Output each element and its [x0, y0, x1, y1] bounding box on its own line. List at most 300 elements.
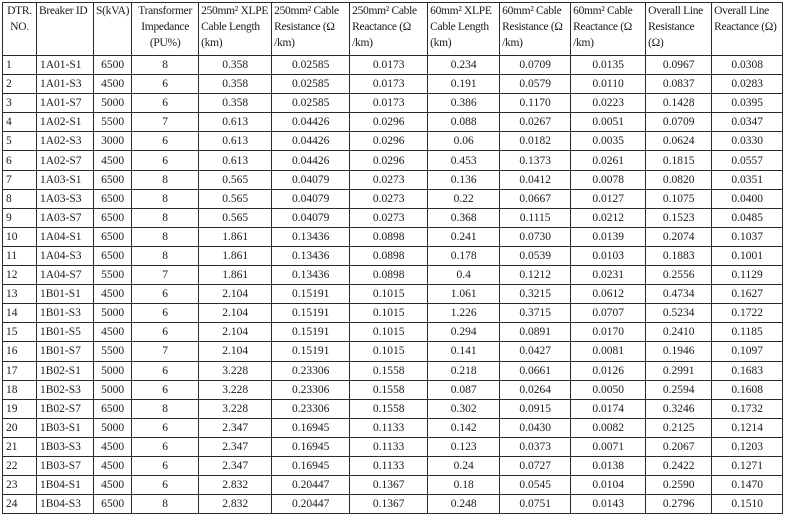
table-cell: 0.368 [428, 208, 500, 227]
table-cell: 0.23306 [272, 380, 350, 399]
table-row [3, 170, 783, 189]
header-dtr-no: DTR. NO. [3, 3, 37, 56]
table-cell: 0.123 [428, 437, 500, 456]
table-cell: 2 [3, 75, 37, 94]
table-cell: 0.5234 [646, 304, 712, 323]
table-cell: 0.0400 [712, 189, 783, 208]
table-row [3, 227, 783, 246]
table-cell: 17 [3, 361, 37, 380]
table-cell: 6500 [94, 170, 132, 189]
header-row [3, 3, 783, 56]
table-cell: 0.0182 [500, 132, 571, 151]
table-cell: 3.228 [199, 399, 272, 418]
table-cell: 12 [3, 266, 37, 285]
table-row [3, 208, 783, 227]
table-cell: 5000 [94, 418, 132, 437]
table-cell: 0.0751 [500, 495, 571, 514]
table-cell: 4500 [94, 437, 132, 456]
table-cell: 0.13436 [272, 227, 350, 246]
table-cell: 3000 [94, 132, 132, 151]
table-cell: 0.20447 [272, 495, 350, 514]
table-row [3, 151, 783, 170]
table-cell: 4500 [94, 75, 132, 94]
table-cell: 1.861 [199, 266, 272, 285]
table-cell: 0.0173 [350, 75, 428, 94]
table-cell: 4500 [94, 456, 132, 475]
table-cell: 0.0273 [350, 189, 428, 208]
table-cell: 5500 [94, 266, 132, 285]
table-row [3, 380, 783, 399]
table-cell: 0.0127 [571, 189, 646, 208]
table-cell: 0.1367 [350, 495, 428, 514]
table-cell: 1.861 [199, 227, 272, 246]
table-cell: 0.1510 [712, 495, 783, 514]
table-cell: 0.0557 [712, 151, 783, 170]
table-row [3, 94, 783, 113]
table-row [3, 361, 783, 380]
table-cell: 0.0139 [571, 227, 646, 246]
table-cell: 3.228 [199, 361, 272, 380]
table-cell: 23 [3, 476, 37, 495]
table-row [3, 75, 783, 94]
table-cell: 0.1428 [646, 94, 712, 113]
table-cell: 0.1115 [500, 208, 571, 227]
table-row [3, 304, 783, 323]
table-cell: 9 [3, 208, 37, 227]
table-cell: 0.358 [199, 75, 272, 94]
table-cell: 0.1722 [712, 304, 783, 323]
table-cell: 0.2594 [646, 380, 712, 399]
table-cell: 0.386 [428, 94, 500, 113]
table-cell: 0.1373 [500, 151, 571, 170]
table-cell: 6 [132, 94, 199, 113]
table-cell: 1A02-S1 [37, 113, 94, 132]
table-cell: 0.0081 [571, 342, 646, 361]
table-cell: 0.24 [428, 456, 500, 475]
table-cell: 0.136 [428, 170, 500, 189]
table-row [3, 189, 783, 208]
header-overall-line-resistance: Overall Line Resistance (Ω) [646, 3, 712, 56]
table-cell: 0.1558 [350, 399, 428, 418]
table-cell: 5 [3, 132, 37, 151]
table-cell: 6500 [94, 56, 132, 75]
table-cell: 1A03-S3 [37, 189, 94, 208]
table-cell: 1B02-S7 [37, 399, 94, 418]
table-cell: 0.04426 [272, 132, 350, 151]
table-cell: 0.0212 [571, 208, 646, 227]
table-cell: 8 [132, 56, 199, 75]
table-cell: 0.15191 [272, 323, 350, 342]
table-cell: 1B03-S1 [37, 418, 94, 437]
table-cell: 0.2796 [646, 495, 712, 514]
table-row [3, 246, 783, 265]
table-cell: 6500 [94, 227, 132, 246]
table-cell: 0.15191 [272, 342, 350, 361]
table-cell: 0.565 [199, 170, 272, 189]
table-cell: 0.0261 [571, 151, 646, 170]
table-cell: 8 [132, 170, 199, 189]
table-cell: 0.15191 [272, 285, 350, 304]
table-cell: 6 [132, 304, 199, 323]
table-cell: 0.0143 [571, 495, 646, 514]
table-cell: 19 [3, 399, 37, 418]
table-cell: 0.1133 [350, 437, 428, 456]
table-cell: 0.0967 [646, 56, 712, 75]
table-cell: 0.0730 [500, 227, 571, 246]
table-cell: 1A01-S1 [37, 56, 94, 75]
table-cell: 0.088 [428, 113, 500, 132]
table-cell: 2.347 [199, 418, 272, 437]
table-row [3, 56, 783, 75]
table-cell: 0.0412 [500, 170, 571, 189]
table-cell: 0.0427 [500, 342, 571, 361]
table-cell: 0.0110 [571, 75, 646, 94]
table-row [3, 323, 783, 342]
table-cell: 7 [132, 342, 199, 361]
table-container [2, 2, 783, 514]
table-cell: 0.23306 [272, 399, 350, 418]
table-cell: 2.104 [199, 304, 272, 323]
table-cell: 0.0347 [712, 113, 783, 132]
table-cell: 0.0078 [571, 170, 646, 189]
table-cell: 0.0898 [350, 266, 428, 285]
table-cell: 1A01-S7 [37, 94, 94, 113]
table-cell: 0.0667 [500, 189, 571, 208]
table-cell: 1A03-S7 [37, 208, 94, 227]
table-row [3, 476, 783, 495]
table-cell: 20 [3, 418, 37, 437]
table-cell: 0.613 [199, 132, 272, 151]
table-cell: 0.248 [428, 495, 500, 514]
table-cell: 0.0539 [500, 246, 571, 265]
table-cell: 0.2422 [646, 456, 712, 475]
table-cell: 0.1558 [350, 380, 428, 399]
table-cell: 0.1170 [500, 94, 571, 113]
table-cell: 0.294 [428, 323, 500, 342]
table-cell: 0.0351 [712, 170, 783, 189]
table-cell: 5000 [94, 361, 132, 380]
table-cell: 2.832 [199, 476, 272, 495]
table-cell: 0.358 [199, 94, 272, 113]
table-row [3, 495, 783, 514]
table-cell: 6 [132, 151, 199, 170]
table-cell: 3.228 [199, 380, 272, 399]
table-cell: 6 [132, 323, 199, 342]
table-cell: 0.0103 [571, 246, 646, 265]
table-cell: 0.1133 [350, 456, 428, 475]
table-cell: 0.0915 [500, 399, 571, 418]
table-cell: 0.0485 [712, 208, 783, 227]
table-cell: 0.0296 [350, 113, 428, 132]
table-cell: 0.04426 [272, 113, 350, 132]
table-row [3, 132, 783, 151]
table-cell: 0.0071 [571, 437, 646, 456]
table-cell: 0.2074 [646, 227, 712, 246]
table-cell: 7 [132, 113, 199, 132]
table-cell: 0.613 [199, 113, 272, 132]
table-cell: 0.1185 [712, 323, 783, 342]
table-cell: 0.2410 [646, 323, 712, 342]
table-cell: 0.0082 [571, 418, 646, 437]
header-transformer-impedance: Transformer Impedance (PU%) [132, 3, 199, 56]
table-cell: 6 [132, 285, 199, 304]
table-cell: 8 [132, 399, 199, 418]
table-cell: 2.104 [199, 323, 272, 342]
table-cell: 1B01-S1 [37, 285, 94, 304]
table-cell: 0.0430 [500, 418, 571, 437]
table-cell: 0.1271 [712, 456, 783, 475]
table-cell: 2.104 [199, 342, 272, 361]
table-cell: 1.061 [428, 285, 500, 304]
header-250-cable-resistance: 250mm² Cable Resistance (Ω /km) [272, 3, 350, 56]
table-cell: 1B03-S3 [37, 437, 94, 456]
table-cell: 0.04079 [272, 208, 350, 227]
table-cell: 7 [132, 266, 199, 285]
table-cell: 0.1683 [712, 361, 783, 380]
table-cell: 6 [132, 476, 199, 495]
table-cell: 0.178 [428, 246, 500, 265]
table-cell: 0.02585 [272, 56, 350, 75]
header-60-cable-reactance: 60mm² Cable Reactance (Ω /km) [571, 3, 646, 56]
table-cell: 0.18 [428, 476, 500, 495]
table-cell: 0.02585 [272, 94, 350, 113]
table-cell: 0.0296 [350, 132, 428, 151]
table-cell: 1B01-S7 [37, 342, 94, 361]
table-cell: 5500 [94, 113, 132, 132]
table-cell: 18 [3, 380, 37, 399]
table-cell: 0.1367 [350, 476, 428, 495]
table-cell: 6 [132, 361, 199, 380]
table-cell: 0.1015 [350, 285, 428, 304]
table-cell: 0.1015 [350, 342, 428, 361]
table-cell: 0.0138 [571, 456, 646, 475]
table-cell: 0.20447 [272, 476, 350, 495]
table-cell: 0.1558 [350, 361, 428, 380]
table-cell: 0.0727 [500, 456, 571, 475]
table-cell: 0.0707 [571, 304, 646, 323]
table-row [3, 285, 783, 304]
table-row [3, 113, 783, 132]
table-cell: 13 [3, 285, 37, 304]
table-cell: 0.613 [199, 151, 272, 170]
table-cell: 6500 [94, 495, 132, 514]
table-cell: 0.0174 [571, 399, 646, 418]
table-cell: 1.861 [199, 246, 272, 265]
table-row [3, 437, 783, 456]
table-cell: 0.1214 [712, 418, 783, 437]
header-s-kva: S(kVA) [94, 3, 132, 56]
table-cell: 1A02-S7 [37, 151, 94, 170]
header-60-cable-length: 60mm² XLPE Cable Length (km) [428, 3, 500, 56]
table-cell: 0.16945 [272, 456, 350, 475]
table-cell: 8 [132, 208, 199, 227]
header-breaker-id: Breaker ID [37, 3, 94, 56]
table-cell: 0.0126 [571, 361, 646, 380]
table-cell: 0.0661 [500, 361, 571, 380]
table-cell: 0.0624 [646, 132, 712, 151]
table-cell: 3 [3, 94, 37, 113]
table-cell: 2.104 [199, 285, 272, 304]
table-cell: 0.565 [199, 208, 272, 227]
table-cell: 0.0223 [571, 94, 646, 113]
table-cell: 0.06 [428, 132, 500, 151]
table-cell: 6 [132, 456, 199, 475]
table-row [3, 399, 783, 418]
table-cell: 5000 [94, 380, 132, 399]
table-cell: 0.2125 [646, 418, 712, 437]
table-cell: 0.3215 [500, 285, 571, 304]
table-cell: 0.0373 [500, 437, 571, 456]
table-cell: 5000 [94, 304, 132, 323]
table-cell: 0.0330 [712, 132, 783, 151]
table-cell: 0.0579 [500, 75, 571, 94]
table-cell: 0.1212 [500, 266, 571, 285]
table-cell: 0.1883 [646, 246, 712, 265]
table-cell: 0.0264 [500, 380, 571, 399]
table-cell: 1A01-S3 [37, 75, 94, 94]
table-cell: 0.0837 [646, 75, 712, 94]
table-cell: 0.16945 [272, 418, 350, 437]
table-cell: 0.1097 [712, 342, 783, 361]
table-cell: 4500 [94, 285, 132, 304]
table-cell: 1A02-S3 [37, 132, 94, 151]
table-cell: 6500 [94, 399, 132, 418]
table-cell: 0.0612 [571, 285, 646, 304]
table-cell: 1B04-S3 [37, 495, 94, 514]
table-cell: 8 [3, 189, 37, 208]
cable-parameters-table [2, 2, 783, 514]
table-cell: 6 [132, 437, 199, 456]
table-cell: 6 [132, 418, 199, 437]
table-cell: 1A03-S1 [37, 170, 94, 189]
table-cell: 1B02-S1 [37, 361, 94, 380]
table-cell: 0.3715 [500, 304, 571, 323]
table-cell: 1 [3, 56, 37, 75]
table-cell: 14 [3, 304, 37, 323]
table-cell: 0.13436 [272, 246, 350, 265]
table-cell: 10 [3, 227, 37, 246]
table-cell: 0.1815 [646, 151, 712, 170]
table-cell: 0.142 [428, 418, 500, 437]
table-cell: 4 [3, 113, 37, 132]
table-cell: 0.234 [428, 56, 500, 75]
header-60-cable-resistance: 60mm² Cable Resistance (Ω /km) [500, 3, 571, 56]
table-cell: 0.0709 [500, 56, 571, 75]
table-cell: 0.1732 [712, 399, 783, 418]
table-cell: 0.0273 [350, 208, 428, 227]
table-cell: 8 [132, 246, 199, 265]
table-cell: 0.2991 [646, 361, 712, 380]
table-cell: 0.0395 [712, 94, 783, 113]
table-cell: 0.0173 [350, 56, 428, 75]
table-cell: 15 [3, 323, 37, 342]
table-cell: 0.0273 [350, 170, 428, 189]
table-cell: 0.358 [199, 56, 272, 75]
table-cell: 0.02585 [272, 75, 350, 94]
table-body [3, 56, 783, 514]
table-cell: 24 [3, 495, 37, 514]
table-cell: 0.1203 [712, 437, 783, 456]
table-cell: 0.191 [428, 75, 500, 94]
table-cell: 0.0051 [571, 113, 646, 132]
table-cell: 1.226 [428, 304, 500, 323]
table-row [3, 342, 783, 361]
table-cell: 6 [132, 132, 199, 151]
table-cell: 8 [132, 495, 199, 514]
table-cell: 5000 [94, 94, 132, 113]
table-cell: 8 [132, 227, 199, 246]
table-cell: 0.22 [428, 189, 500, 208]
table-cell: 0.0104 [571, 476, 646, 495]
table-cell: 0.4 [428, 266, 500, 285]
table-cell: 8 [132, 189, 199, 208]
table-cell: 1B01-S3 [37, 304, 94, 323]
table-cell: 7 [3, 170, 37, 189]
table-cell: 4500 [94, 151, 132, 170]
table-cell: 1A04-S1 [37, 227, 94, 246]
table-cell: 0.23306 [272, 361, 350, 380]
table-cell: 0.0050 [571, 380, 646, 399]
table-cell: 1B03-S7 [37, 456, 94, 475]
table-cell: 0.087 [428, 380, 500, 399]
table-cell: 0.1523 [646, 208, 712, 227]
table-cell: 6500 [94, 189, 132, 208]
table-cell: 0.0035 [571, 132, 646, 151]
table-cell: 0.1470 [712, 476, 783, 495]
table-cell: 0.0891 [500, 323, 571, 342]
table-cell: 6500 [94, 208, 132, 227]
table-cell: 0.15191 [272, 304, 350, 323]
table-cell: 4500 [94, 476, 132, 495]
table-cell: 5500 [94, 342, 132, 361]
table-cell: 0.1037 [712, 227, 783, 246]
table-cell: 0.04079 [272, 170, 350, 189]
table-cell: 11 [3, 246, 37, 265]
table-cell: 0.0283 [712, 75, 783, 94]
table-cell: 0.453 [428, 151, 500, 170]
table-cell: 0.241 [428, 227, 500, 246]
table-cell: 21 [3, 437, 37, 456]
table-cell: 0.1133 [350, 418, 428, 437]
table-cell: 1B01-S5 [37, 323, 94, 342]
table-cell: 0.1001 [712, 246, 783, 265]
table-cell: 6 [132, 75, 199, 94]
table-cell: 0.0135 [571, 56, 646, 75]
table-cell: 6 [3, 151, 37, 170]
table-cell: 0.0545 [500, 476, 571, 495]
table-cell: 1B02-S3 [37, 380, 94, 399]
table-cell: 0.1015 [350, 304, 428, 323]
table-cell: 0.1946 [646, 342, 712, 361]
table-cell: 0.0267 [500, 113, 571, 132]
table-cell: 0.1627 [712, 285, 783, 304]
header-250-cable-reactance: 250mm² Cable Reactance (Ω /km) [350, 3, 428, 56]
table-cell: 16 [3, 342, 37, 361]
table-cell: 0.0170 [571, 323, 646, 342]
table-cell: 6500 [94, 246, 132, 265]
table-cell: 0.04426 [272, 151, 350, 170]
table-cell: 0.1075 [646, 189, 712, 208]
header-overall-line-reactance: Overall Line Reactance (Ω) [712, 3, 783, 56]
table-row [3, 266, 783, 285]
table-cell: 0.1608 [712, 380, 783, 399]
table-cell: 2.347 [199, 456, 272, 475]
table-cell: 0.4734 [646, 285, 712, 304]
table-cell: 0.1129 [712, 266, 783, 285]
table-cell: 0.13436 [272, 266, 350, 285]
header-250-cable-length: 250mm² XLPE Cable Length (km) [199, 3, 272, 56]
table-cell: 6 [132, 380, 199, 399]
